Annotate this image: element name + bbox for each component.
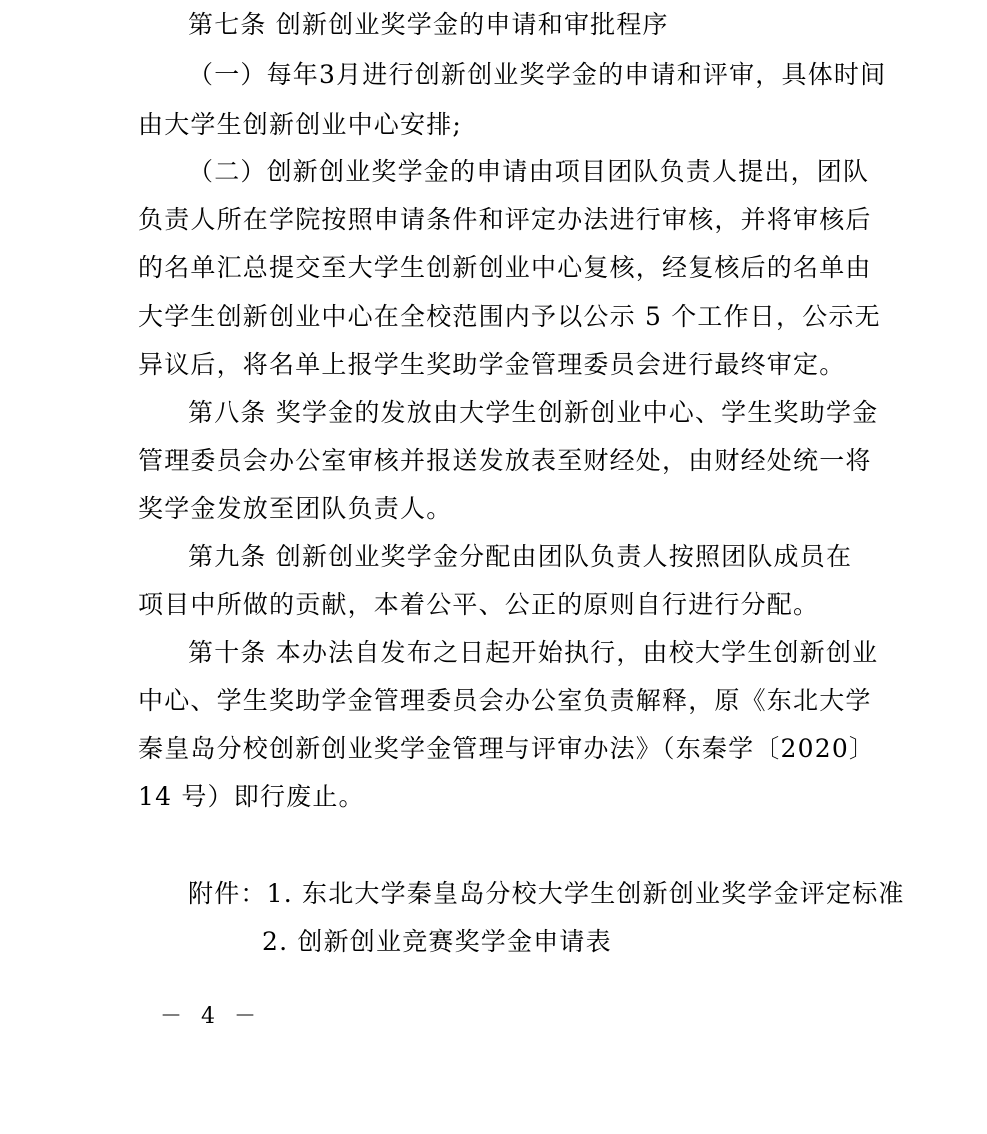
article-8-line-1: 第八条 奖学金的发放由大学生创新创业中心、学生奖助学金 [188,398,879,427]
page-number: － 4 － [160,1004,262,1029]
article-7-item-2-line-5: 异议后，将名单上报学生奖助学金管理委员会进行最终审定。 [138,350,846,379]
article-9-line-1: 第九条 创新创业奖学金分配由团队负责人按照团队成员在 [188,542,853,571]
article-8-line-3: 奖学金发放至团队负责人。 [138,494,453,523]
article-7-item-2-line-4: 大学生创新创业中心在全校范围内予以公示 5 个工作日，公示无 [138,302,881,331]
article-7-item-2-line-2: 负责人所在学院按照申请条件和评定办法进行审核，并将审核后 [138,205,872,234]
attachment-2: 2. 创新创业竞赛奖学金申请表 [262,927,612,956]
article-10-line-3: 秦皇岛分校创新创业奖学金管理与评审办法》（东秦学〔2020〕 [138,734,876,763]
article-7-item-2-line-1: （二）创新创业奖学金的申请由项目团队负责人提出，团队 [188,157,870,186]
attachment-1: 附件：1. 东北大学秦皇岛分校大学生创新创业奖学金评定标准 [188,879,905,908]
article-7-item-1-line-2: 由大学生创新创业中心安排; [138,110,463,139]
article-10-line-4: 14 号）即行废止。 [138,782,365,811]
article-7-item-1-line-1: （一）每年3月进行创新创业奖学金的申请和评审，具体时间 [188,60,887,89]
article-7-heading: 第七条 创新创业奖学金的申请和审批程序 [188,10,669,39]
article-10-line-1: 第十条 本办法自发布之日起开始执行，由校大学生创新创业 [188,638,879,667]
article-10-line-2: 中心、学生奖助学金管理委员会办公室负责解释，原《东北大学 [138,686,872,715]
article-9-line-2: 项目中所做的贡献，本着公平、公正的原则自行进行分配。 [138,590,820,619]
article-7-item-2-line-3: 的名单汇总提交至大学生创新创业中心复核，经复核后的名单由 [138,253,872,282]
article-8-line-2: 管理委员会办公室审核并报送发放表至财经处，由财经处统一将 [138,446,872,475]
